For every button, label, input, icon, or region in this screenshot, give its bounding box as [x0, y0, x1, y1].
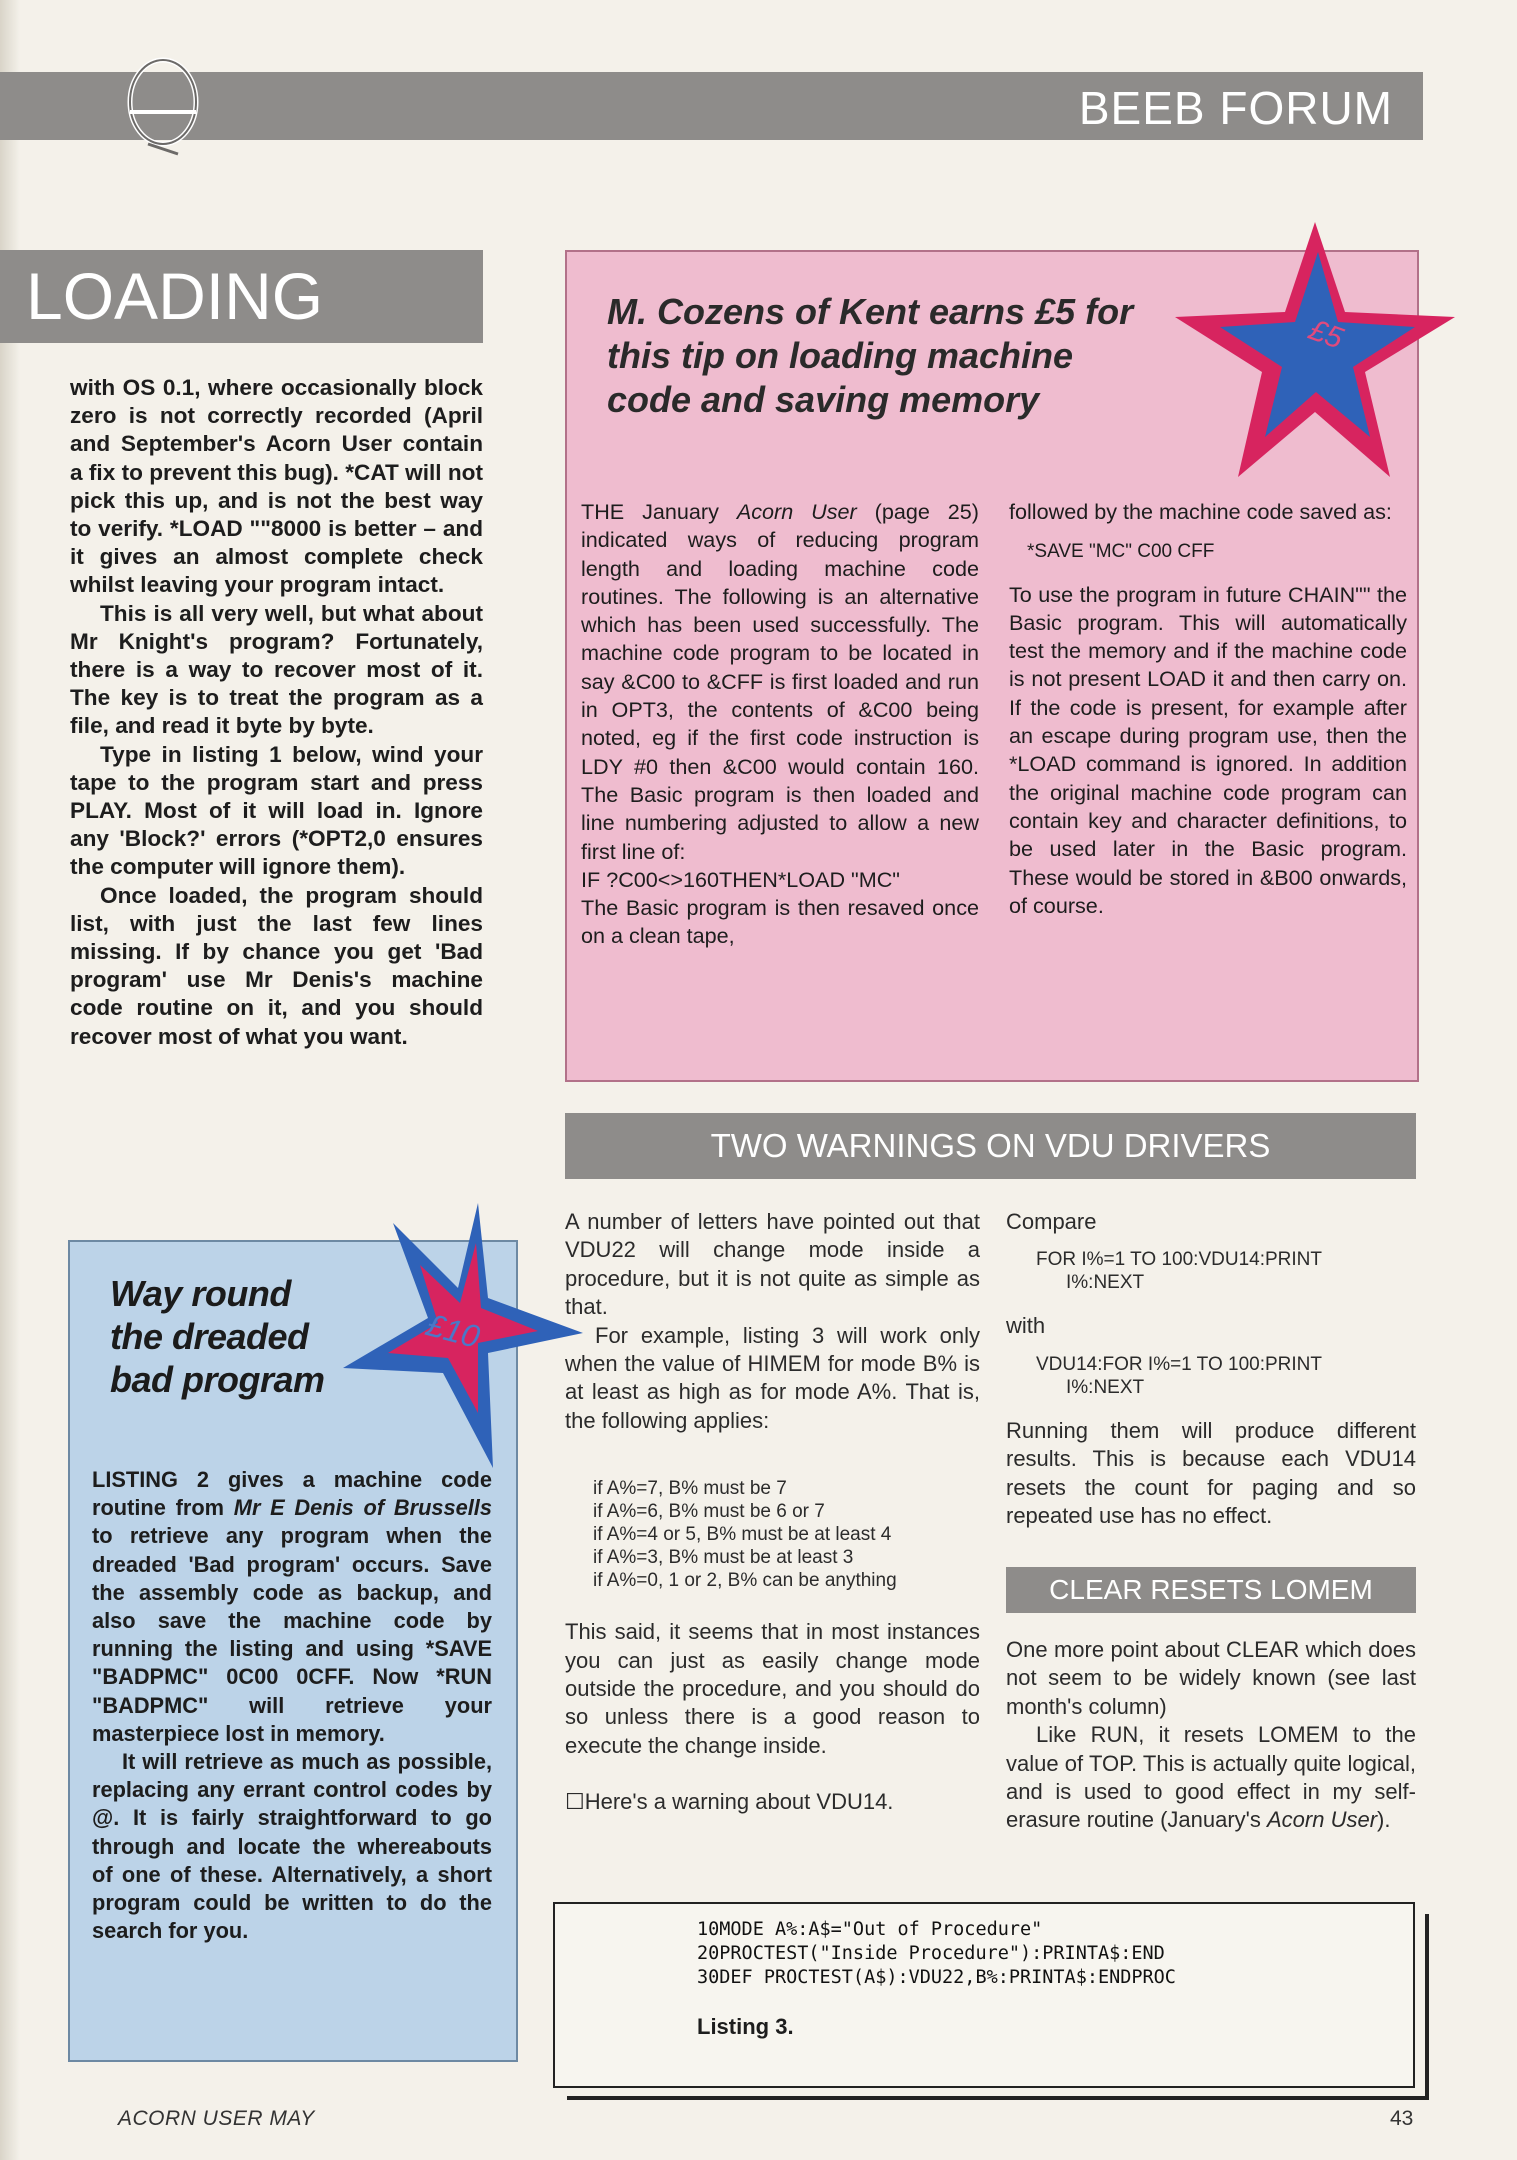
listing-3-code: 10MODE A%:A$="Out of Procedure" 20PROCTEST("Inside Procedure"):PRINTA$:END 30DEF PROCTEST(A$):VDU22,B%:PRINTA$:ENDPROC	[697, 1919, 1176, 1988]
bad-program-text: LISTING 2 gives a machine code routine from Mr E Denis of Brussells to retrieve any program when the dreaded 'Bad program' occurs. Save the assembly code as backup, and also save the machine code by running the listing and using *SAVE "BADPMC" 0C00 0CFF. Now *RUN "BADPMC" will retrieve your masterpiece lost in memory. It will retrieve as much as possible, replacing any errant control codes by @. It is fairly straightforward to go through and locate the whereabouts of one of these. Alternatively, a short program could be written to do the search for you.	[92, 1467, 492, 1944]
tip-headline: M. Cozens of Kent earns £5 for this tip on loading machine code and saving memory	[607, 291, 1134, 420]
footer-magazine: ACORN USER MAY	[118, 2107, 315, 2130]
prize-star-10	[338, 1203, 588, 1473]
header-bar	[0, 72, 1423, 140]
vdu-code-1: FOR I%=1 TO 100:VDU14:PRINT I%:NEXT	[1036, 1249, 1322, 1294]
clear-article: One more point about CLEAR which does not seem to be widely known (see last month's column) Like RUN, it resets LOMEM to the value of TOP. This is actually quite logical, and is used to good effect in my self-erasure routine (January's Acorn User).	[1006, 1637, 1416, 1833]
vdu-column-left: A number of letters have pointed out that VDU22 will change mode inside a procedure, but it is not quite as simple as that. For example, listing 3 will work only when the value of HIMEM for mode B% is at least as high as for mode A%. That is, the following applies: if A%=7, B% must be 7 if A%=6, B% must be 6 or 7 if A%=4 or 5, B% must be at least 4 if A%=3, B% must be at least 3 if A%=0, 1 or 2, B% can be anything This said, it seems that in most instances you can just as easily change mode outside the procedure, and you should do so unless there is a good reason to execute the change inside. ☐Here's a warning about VDU14.	[565, 1209, 980, 1815]
prize-10-label: £10	[422, 1306, 484, 1355]
listing-3-box	[553, 1902, 1415, 2088]
prize-5-label: £5	[1304, 313, 1348, 356]
clear-heading-bar: CLEAR RESETS LOMEM	[1006, 1567, 1416, 1613]
loading-title: LOADING	[26, 259, 324, 333]
vdu-code-2: VDU14:FOR I%=1 TO 100:PRINT I%:NEXT	[1036, 1353, 1322, 1398]
tip-column-left: THE January Acorn User (page 25) indicated ways of reducing program length and loading machine code routines. The following is an alternative which has been used successfully. The machine code program to be located in say &C00 to &CFF is first loaded and run in OPT3, the contents of &C00 being noted, eg if the first code instruction is LDY #0 then &C00 would contain 160. The Basic program is then loaded and line numbering adjusted to allow a new first line of: IF ?C00<>160THEN*LOAD "MC" The Basic program is then resaved once on a clean tape,	[581, 499, 979, 949]
loading-paragraph: This is all very well, but what about Mr Knight's program? Fortunately, there is a way to recover most of it. The key is to treat the program as a file, and read it byte by byte.	[70, 600, 483, 739]
tip-column-right: followed by the machine code saved as: *SAVE "MC" C00 CFF To use the program in future CHAIN"" the Basic program. This will automatically test the memory and if the machine code is not present LOAD it and then carry on. If the code is present, for example after an escape during program use, then the *LOAD command is ignored. In addition the original machine code program can contain key and character definitions, to be used later in the Basic program. These would be stored in &B00 onwards, of course.	[1009, 499, 1407, 918]
section-title: BEEB FORUM	[1078, 82, 1393, 134]
loading-paragraph: Type in listing 1 below, wind your tape to the program start and press PLAY. Most of it will load in. Ignore any 'Block?' errors (*OPT2,0 ensures the computer will ignore them).	[70, 741, 483, 880]
listing-3-caption: Listing 3.	[697, 2014, 794, 2039]
loading-paragraph: Once loaded, the program should list, with just the last few lines missing. If by chance you get 'Bad program' use Mr Denis's machine code routine on it, and you should recover most of what you want.	[70, 882, 483, 1049]
loading-heading-bar	[0, 250, 483, 343]
himem-rules: if A%=7, B% must be 7 if A%=6, B% must be 6 or 7 if A%=4 or 5, B% must be at least 4 if A%=3, B% must be at least 3 if A%=0, 1 or 2, B% can be anything	[593, 1478, 897, 1592]
vdu-heading-bar: TWO WARNINGS ON VDU DRIVERS	[565, 1113, 1416, 1179]
vdu-column-right: Compare FOR I%=1 TO 100:VDU14:PRINT I%:NEXT with VDU14:FOR I%=1 TO 100:PRINT I%:NEXT Running them will produce different results. This is because each VDU14 resets the count for paging and so repeated use has no effect.	[1006, 1209, 1416, 1529]
tip-save-line: *SAVE "MC" C00 CFF	[1027, 541, 1215, 563]
tip-code-line: IF ?C00<>160THEN*LOAD "MC"	[581, 866, 900, 892]
prize-star-5	[1170, 222, 1460, 482]
bad-program-headline: Way round the dreaded bad program	[110, 1273, 325, 1400]
loading-article	[70, 374, 483, 1051]
egg-logo-icon	[118, 40, 208, 160]
page-number: 43	[1390, 2107, 1414, 2130]
loading-paragraph: with OS 0.1, where occasionally block zero is not correctly recorded (April and September's Acorn User contain a fix to prevent this bug). *CAT will not pick this up, and is not the best way to verify. *LOAD ""8000 is better – and it gives an almost complete check whilst leaving your program intact.	[70, 375, 483, 598]
